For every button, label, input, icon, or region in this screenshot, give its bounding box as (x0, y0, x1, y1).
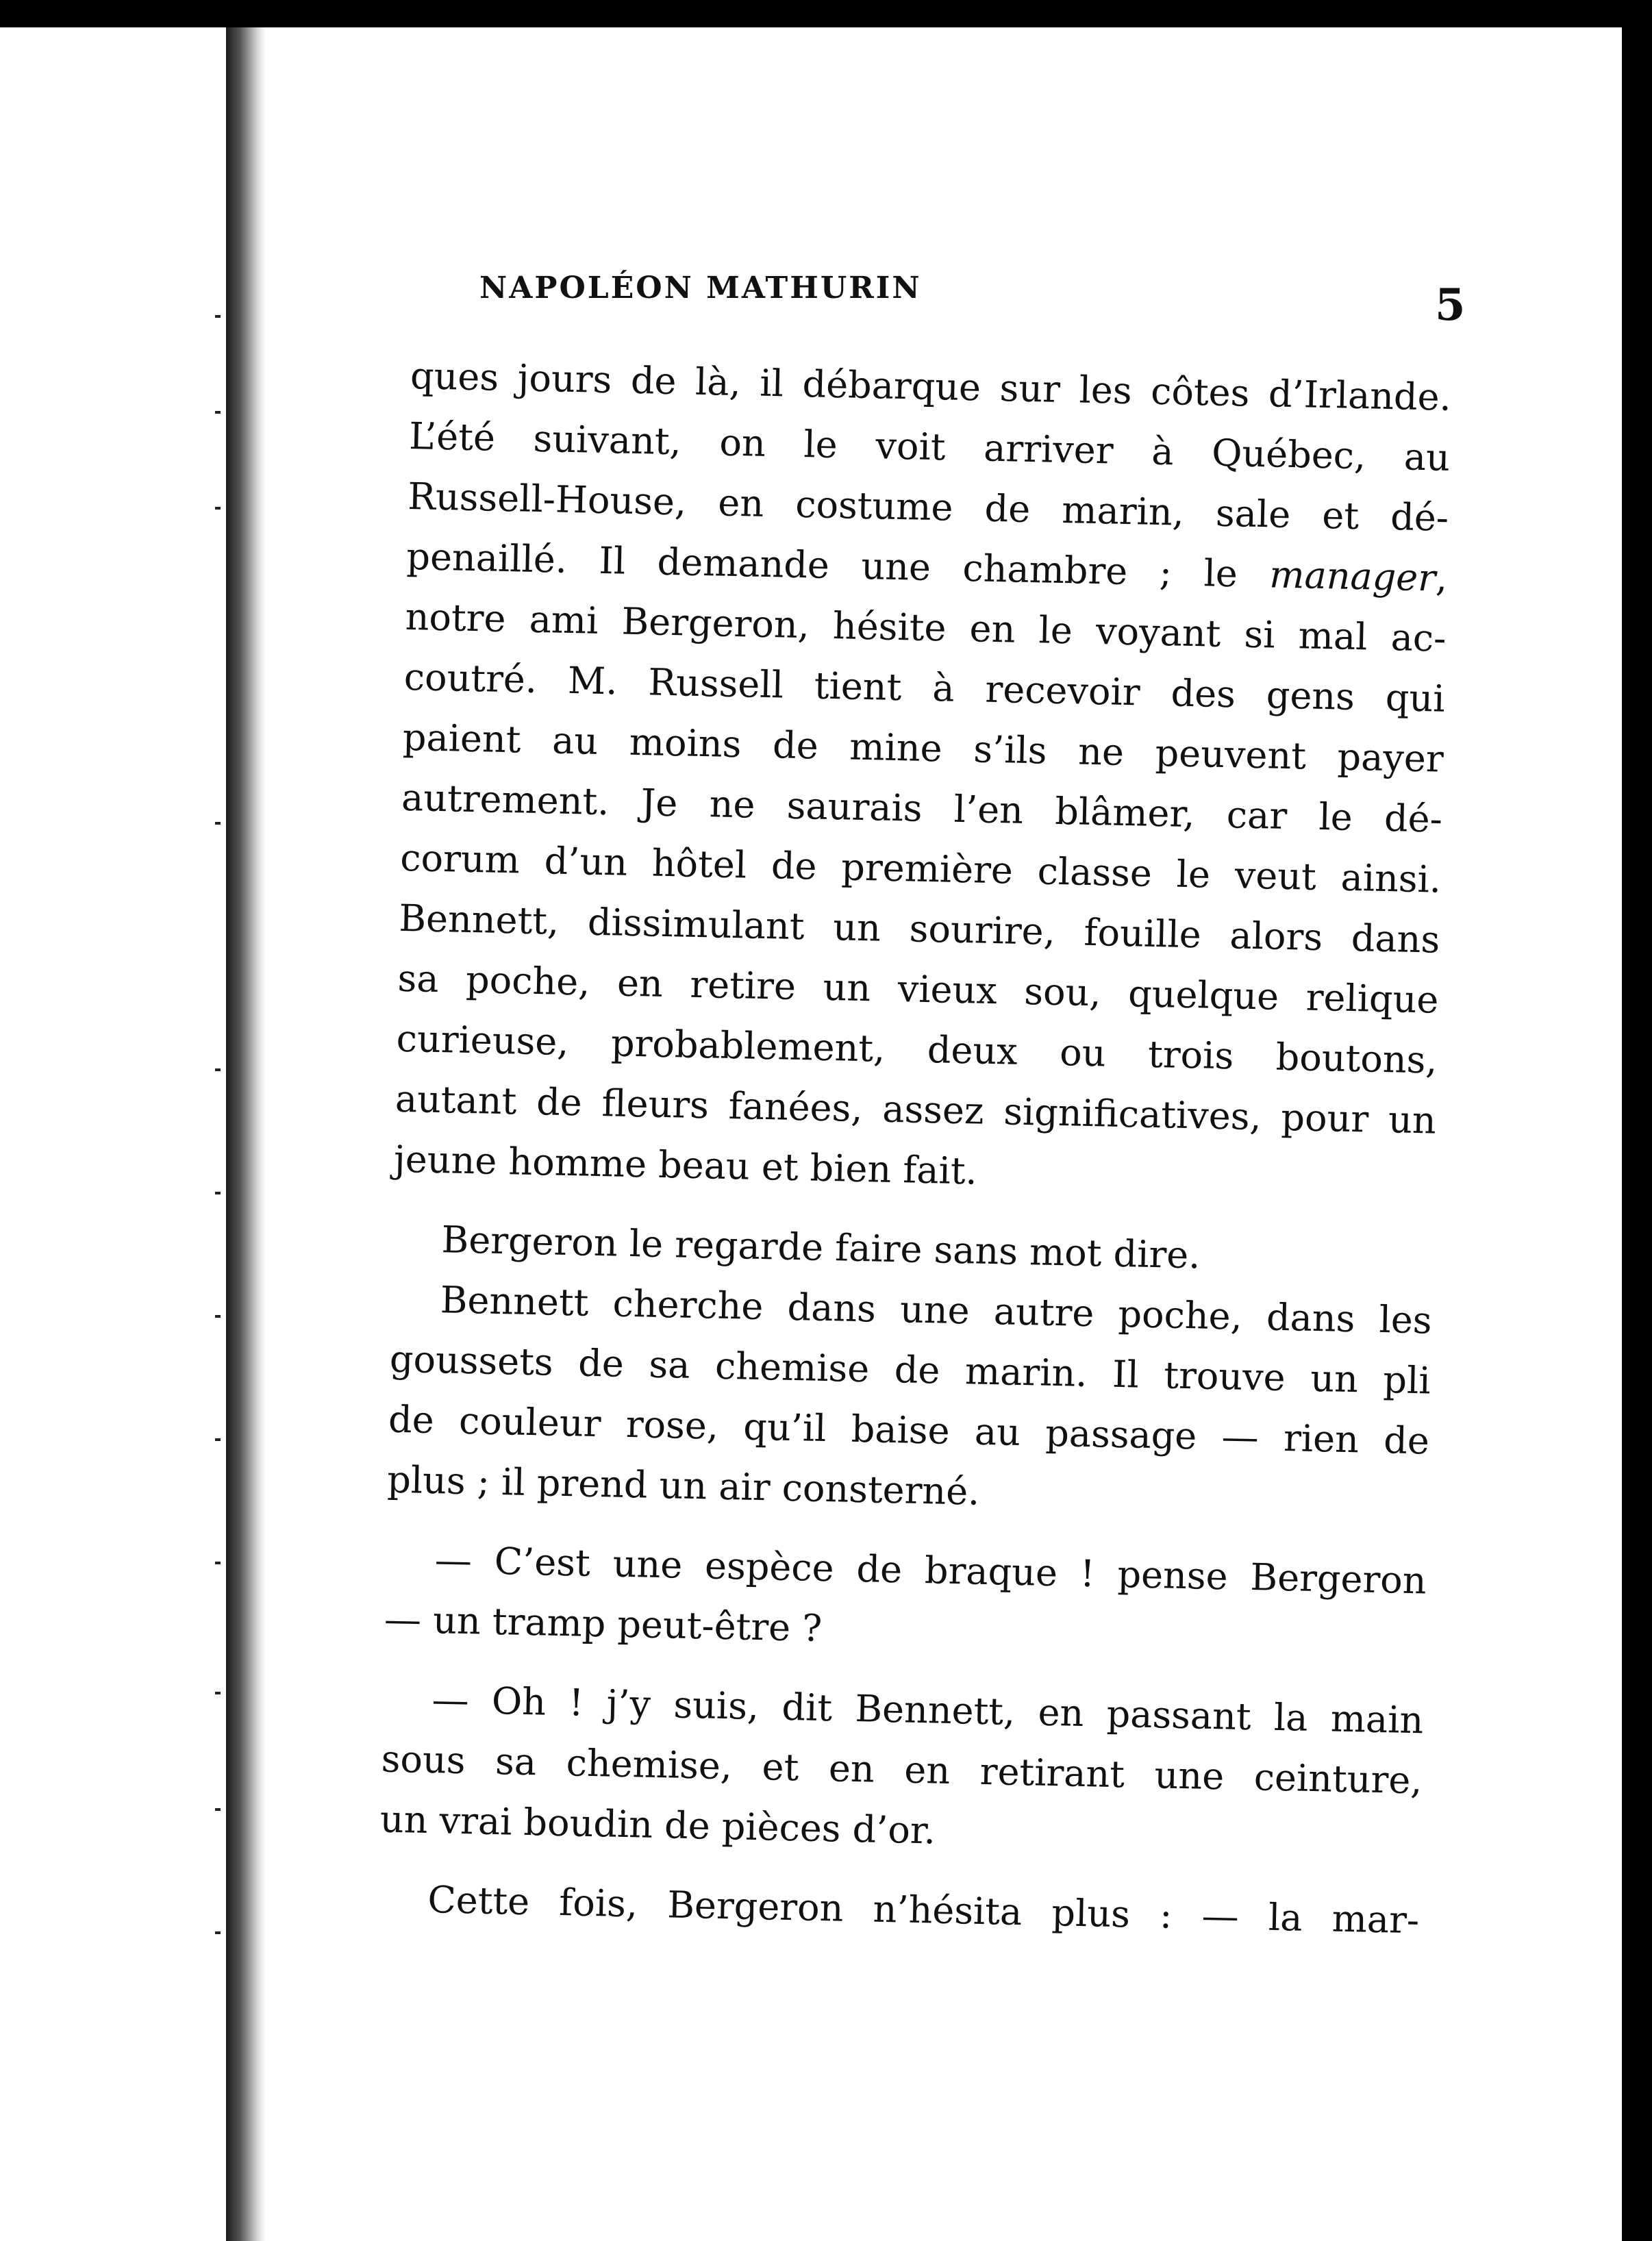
paragraph (393, 346, 1451, 1212)
margin-mark (215, 1192, 221, 1194)
margin-mark (215, 1808, 221, 1811)
text-line: curieuse, probablement, deux ou trois boutons, (396, 1016, 1438, 1082)
italic-word: manager (1268, 553, 1436, 600)
margin-mark (215, 1315, 221, 1318)
margin-mark (215, 315, 221, 318)
text-line: paient au moins de mine s’ils ne peuvent payer (402, 715, 1444, 781)
paragraph (379, 1669, 1424, 1872)
left-page-edge (0, 27, 230, 2241)
text-line: sous sa chemise, et en en retirant une ceinture, (381, 1737, 1423, 1803)
text-line: ques jours de là, il débarque sur les côtes d’Irlande. (410, 353, 1452, 419)
text-line: Bennett, dissimulant un sourire, fouille alors dans (398, 896, 1440, 962)
margin-mark (215, 1931, 221, 1934)
text-line: notre ami Bergeron, hésite en le voyant si mal ac- (405, 594, 1447, 660)
text-line: autant de fleurs fanées, assez significatives, pour un (395, 1077, 1437, 1142)
text-line: autrement. Je ne saurais l’en blâmer, car le dé- (401, 775, 1443, 841)
text-line: L’été suivant, on le voit arriver à Québec, au (408, 414, 1451, 479)
body-text (378, 346, 1452, 1951)
margin-mark (215, 1068, 221, 1071)
right-scan-edge (1622, 0, 1652, 2241)
text-fragment: , (1435, 556, 1448, 600)
margin-mark (215, 1562, 221, 1564)
text-line: Bergeron le regarde faire sans mot dire. (441, 1218, 1201, 1277)
running-head: NAPOLÉON MATHURIN (479, 271, 922, 305)
text-line: Russell-House, en costume de marin, sale et dé- (407, 474, 1449, 540)
margin-mark (215, 1438, 221, 1441)
text-line: de couleur rose, qu’il baise au passage — rien de (388, 1397, 1430, 1463)
text-line: plus ; il prend un air consterné. (386, 1457, 980, 1514)
text-line: corum d’un hôtel de première classe le veut ainsi. (399, 836, 1442, 901)
paragraph (386, 1269, 1432, 1532)
text-line: coutré. M. Russell tient à recevoir des gens qui (403, 655, 1446, 721)
text-fragment: penaillé. Il demande une chambre ; le (405, 534, 1271, 597)
margin-mark (215, 822, 221, 825)
text-line: goussets de sa chemise de marin. Il trouve un pli (389, 1337, 1431, 1403)
text-line: jeune homme beau et bien fait. (393, 1137, 978, 1193)
margin-mark (215, 1692, 221, 1694)
text-line: Cette fois, Bergeron n’hésita plus : — la mar- (427, 1878, 1420, 1942)
page-number: 5 (1435, 279, 1466, 331)
text-line: un vrai boudin de pièces d’or. (379, 1797, 936, 1853)
margin-mark (215, 507, 221, 510)
book-spine-shadow (226, 27, 266, 2241)
text-line: — C’est une espèce de braque ! pense Bergeron (434, 1538, 1427, 1603)
text-line: — Oh ! j’y suis, dit Bennett, en passant la main (431, 1678, 1424, 1742)
margin-mark (215, 411, 221, 414)
text-line: sa poche, en retire un vieux sou, quelque relique (397, 956, 1439, 1022)
text-line: — un tramp peut-être ? (384, 1597, 823, 1650)
paragraph (384, 1529, 1427, 1672)
text-line: Bennett cherche dans une autre poche, dans les (440, 1278, 1433, 1342)
